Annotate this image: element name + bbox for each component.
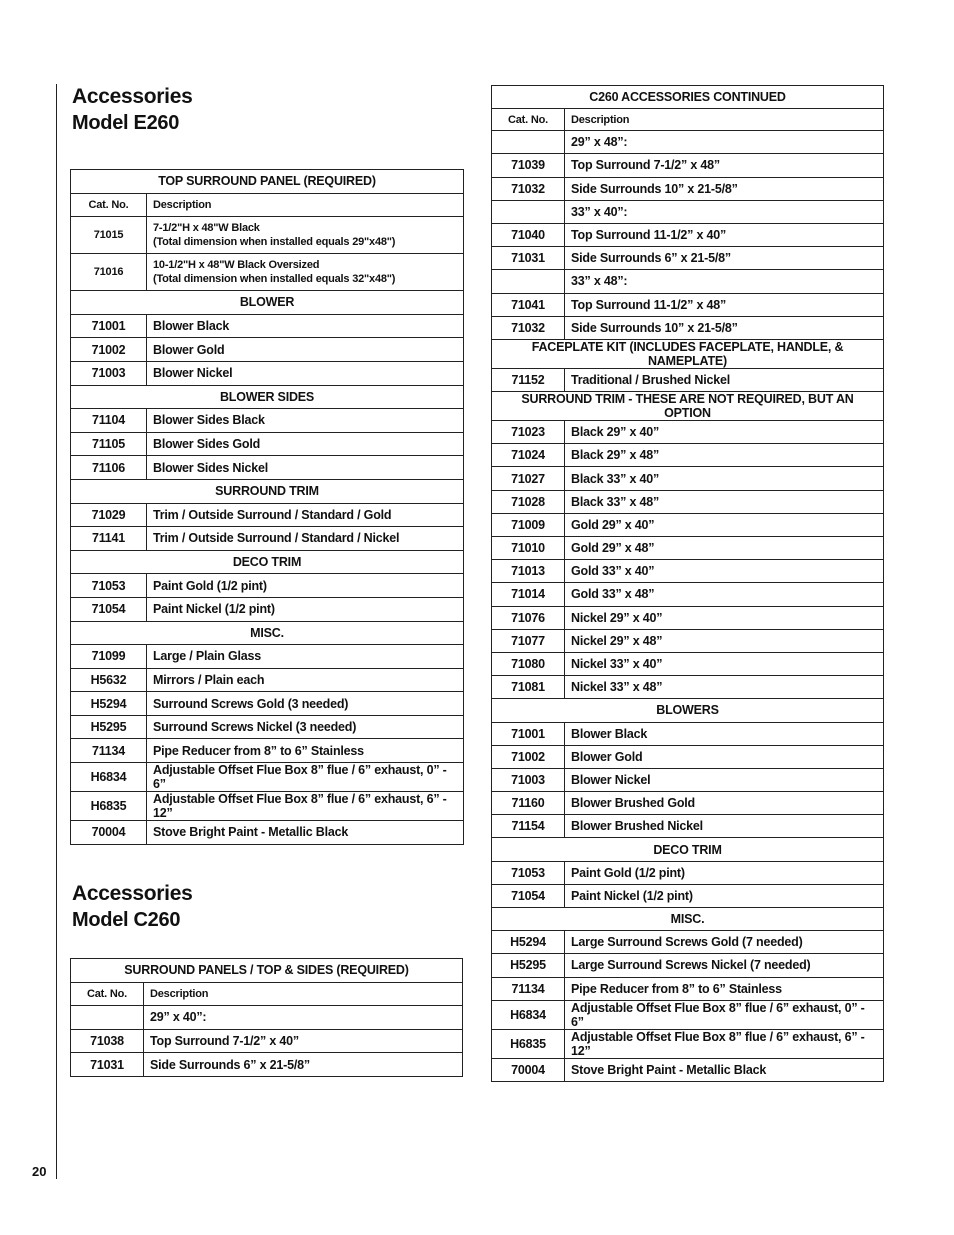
description-line: 7-1/2"H x 48"W Black xyxy=(153,222,260,235)
description: Gold 33” x 40” xyxy=(565,560,884,583)
description: Black 29” x 40” xyxy=(565,421,884,444)
top-surround-header-row xyxy=(71,170,464,194)
section-header-row xyxy=(71,550,464,574)
cat-no: 71054 xyxy=(71,597,147,621)
cat-no: 71013 xyxy=(492,560,565,583)
description-header: Description xyxy=(147,193,464,217)
description: Paint Nickel (1/2 pint) xyxy=(565,884,884,907)
cat-no: H5295 xyxy=(492,954,565,977)
cat-no: 71152 xyxy=(492,368,565,391)
table-row xyxy=(492,316,884,339)
table-row xyxy=(71,821,464,845)
table-row xyxy=(492,177,884,200)
section-header: BLOWER SIDES xyxy=(71,385,464,409)
description: Blower Black xyxy=(565,722,884,745)
cat-no: 71003 xyxy=(492,768,565,791)
description: Trim / Outside Surround / Standard / Gold xyxy=(147,503,464,527)
description: Large / Plain Glass xyxy=(147,645,464,669)
cat-no xyxy=(492,200,565,223)
description-note: (Total dimension when installed equals 32"x48") xyxy=(153,273,396,286)
section-header-row xyxy=(71,479,464,503)
cat-no xyxy=(71,1006,144,1030)
description: Adjustable Offset Flue Box 8” flue / 6” exhaust, 6” - 12” xyxy=(565,1029,884,1058)
cat-no: 71028 xyxy=(492,490,565,513)
cat-no: H6834 xyxy=(492,1000,565,1029)
table-row xyxy=(71,792,464,821)
c260-heading xyxy=(72,881,192,933)
description-note: (Total dimension when installed equals 29"x48") xyxy=(153,236,396,249)
description: Surround Screws Nickel (3 needed) xyxy=(147,715,464,739)
description: Blower Nickel xyxy=(147,361,464,385)
table-row xyxy=(492,467,884,490)
cat-no: 71141 xyxy=(71,527,147,551)
section-header: MISC. xyxy=(492,908,884,931)
cat-no: 71001 xyxy=(71,314,147,338)
cat-no: 70004 xyxy=(71,821,147,845)
description: Nickel 29” x 48” xyxy=(565,629,884,652)
description: Surround Screws Gold (3 needed) xyxy=(147,692,464,716)
description: Blower Gold xyxy=(147,338,464,362)
cat-no: H6835 xyxy=(71,792,147,821)
description: Paint Nickel (1/2 pint) xyxy=(147,597,464,621)
table-row xyxy=(492,223,884,246)
section-header: BLOWER xyxy=(71,291,464,315)
table-row xyxy=(71,763,464,792)
table-row xyxy=(492,1058,884,1081)
table-row xyxy=(492,131,884,154)
table-row xyxy=(492,154,884,177)
description: Top Surround 11-1/2” x 40” xyxy=(565,223,884,246)
cat-no: 71029 xyxy=(71,503,147,527)
table-row xyxy=(492,861,884,884)
description: Stove Bright Paint - Metallic Black xyxy=(147,821,464,845)
table-row xyxy=(71,217,464,254)
table-row xyxy=(492,293,884,316)
cat-no: 71040 xyxy=(492,223,565,246)
section-header: SURROUND PANELS / TOP & SIDES (REQUIRED) xyxy=(71,959,463,983)
table-row xyxy=(492,652,884,675)
table-row xyxy=(71,409,464,433)
description: Side Surrounds 10” x 21-5/8” xyxy=(565,316,884,339)
cat-no: 71080 xyxy=(492,652,565,675)
cat-no: 71002 xyxy=(71,338,147,362)
description xyxy=(147,217,464,254)
description: 33” x 40”: xyxy=(565,200,884,223)
section-header-row xyxy=(71,291,464,315)
description: Side Surrounds 6” x 21-5/8” xyxy=(144,1053,463,1077)
table-row xyxy=(492,368,884,391)
table-row xyxy=(492,270,884,293)
cat-no xyxy=(492,270,565,293)
cat-no: 71023 xyxy=(492,421,565,444)
cat-no: 71031 xyxy=(71,1053,144,1077)
e260-title: Accessories xyxy=(72,85,193,108)
table-row xyxy=(71,692,464,716)
table-row xyxy=(71,1006,463,1030)
section-header: BLOWERS xyxy=(492,699,884,722)
table-row xyxy=(71,432,464,456)
table-row xyxy=(492,722,884,745)
section-header: TOP SURROUND PANEL (REQUIRED) xyxy=(71,170,464,194)
panels-header-row xyxy=(71,959,463,983)
cat-no: 71076 xyxy=(492,606,565,629)
section-header: SURROUND TRIM - THESE ARE NOT REQUIRED, BUT AN OPTION xyxy=(492,392,884,421)
description: Paint Gold (1/2 pint) xyxy=(565,861,884,884)
table-row xyxy=(492,1029,884,1058)
table-row xyxy=(492,421,884,444)
description: Blower Sides Nickel xyxy=(147,456,464,480)
description: Blower Gold xyxy=(565,745,884,768)
table-row xyxy=(492,629,884,652)
cat-no: 71106 xyxy=(71,456,147,480)
table-row xyxy=(71,503,464,527)
e260-model: Model E260 xyxy=(72,112,180,134)
cat-no: 71104 xyxy=(71,409,147,433)
c260-panels-table xyxy=(70,958,463,1077)
description: Nickel 33” x 48” xyxy=(565,676,884,699)
section-header-row xyxy=(492,838,884,861)
description: Adjustable Offset Flue Box 8” flue / 6” exhaust, 0” - 6” xyxy=(147,763,464,792)
description: Top Surround 7-1/2” x 48” xyxy=(565,154,884,177)
table-row xyxy=(492,247,884,270)
table-row xyxy=(492,490,884,513)
cat-no: 71010 xyxy=(492,537,565,560)
section-header-row xyxy=(492,339,884,368)
cat-no-header: Cat. No. xyxy=(71,193,147,217)
table-row xyxy=(71,739,464,763)
cat-no: H5632 xyxy=(71,668,147,692)
column-header-row xyxy=(492,109,884,131)
e260-accessories-table xyxy=(70,169,464,845)
table-row xyxy=(492,1000,884,1029)
description: Gold 33” x 48” xyxy=(565,583,884,606)
c260-continued-table xyxy=(491,85,884,1082)
cat-no: 71031 xyxy=(492,247,565,270)
description: Large Surround Screws Nickel (7 needed) xyxy=(565,954,884,977)
table-row xyxy=(492,815,884,838)
description: Blower Black xyxy=(147,314,464,338)
description: Blower Sides Gold xyxy=(147,432,464,456)
description: Blower Brushed Nickel xyxy=(565,815,884,838)
cat-no: 71054 xyxy=(492,884,565,907)
description: Adjustable Offset Flue Box 8” flue / 6” exhaust, 6” - 12” xyxy=(147,792,464,821)
cat-no: 71105 xyxy=(71,432,147,456)
cat-no: 71160 xyxy=(492,792,565,815)
description: Nickel 33” x 40” xyxy=(565,652,884,675)
description: Adjustable Offset Flue Box 8” flue / 6” exhaust, 0” - 6” xyxy=(565,1000,884,1029)
table-row xyxy=(492,792,884,815)
c260-model: Model C260 xyxy=(72,909,181,931)
section-header-row xyxy=(492,392,884,421)
table-row xyxy=(71,254,464,291)
table-row xyxy=(492,513,884,536)
cat-no-header: Cat. No. xyxy=(492,109,565,131)
cat-no xyxy=(492,131,565,154)
cat-no: 71099 xyxy=(71,645,147,669)
description: Black 33” x 40” xyxy=(565,467,884,490)
description: Mirrors / Plain each xyxy=(147,668,464,692)
cat-no: 71009 xyxy=(492,513,565,536)
cat-no: 71039 xyxy=(492,154,565,177)
column-header-row xyxy=(71,193,464,217)
section-header: C260 ACCESSORIES CONTINUED xyxy=(492,86,884,109)
cat-no: 71001 xyxy=(492,722,565,745)
description: Side Surrounds 10” x 21-5/8” xyxy=(565,177,884,200)
cat-no: H6834 xyxy=(71,763,147,792)
section-header-row xyxy=(71,385,464,409)
table-row xyxy=(71,456,464,480)
table-row xyxy=(492,884,884,907)
description: Gold 29” x 40” xyxy=(565,513,884,536)
description: Top Surround 7-1/2” x 40” xyxy=(144,1029,463,1053)
cat-no: 71053 xyxy=(492,861,565,884)
cat-no: 71024 xyxy=(492,444,565,467)
description: Blower Brushed Gold xyxy=(565,792,884,815)
description: Black 33” x 48” xyxy=(565,490,884,513)
table-row xyxy=(492,560,884,583)
table-row xyxy=(71,527,464,551)
description: Nickel 29” x 40” xyxy=(565,606,884,629)
description: Trim / Outside Surround / Standard / Nickel xyxy=(147,527,464,551)
cat-no: 71016 xyxy=(71,254,147,291)
table-row xyxy=(492,200,884,223)
table-row xyxy=(71,597,464,621)
cat-no: 71032 xyxy=(492,316,565,339)
description: 29” x 40”: xyxy=(144,1006,463,1030)
table-row xyxy=(71,338,464,362)
table-row xyxy=(71,645,464,669)
table-row xyxy=(492,954,884,977)
description: Stove Bright Paint - Metallic Black xyxy=(565,1058,884,1081)
cat-no: H5294 xyxy=(71,692,147,716)
table-row xyxy=(492,606,884,629)
description: Traditional / Brushed Nickel xyxy=(565,368,884,391)
section-header: FACEPLATE KIT (INCLUDES FACEPLATE, HANDLE, & NAMEPLATE) xyxy=(492,339,884,368)
description: 29” x 48”: xyxy=(565,131,884,154)
cat-no: H5294 xyxy=(492,931,565,954)
table-row xyxy=(71,361,464,385)
cat-no: H6835 xyxy=(492,1029,565,1058)
table-row xyxy=(492,931,884,954)
cat-no: 71154 xyxy=(492,815,565,838)
description-header: Description xyxy=(565,109,884,131)
section-header: SURROUND TRIM xyxy=(71,479,464,503)
table-row xyxy=(492,745,884,768)
e260-heading xyxy=(72,84,192,136)
table-row xyxy=(492,444,884,467)
cat-no: 71002 xyxy=(492,745,565,768)
description: Black 29” x 48” xyxy=(565,444,884,467)
cat-no: 71032 xyxy=(492,177,565,200)
description-line: 10-1/2"H x 48"W Black Oversized xyxy=(153,259,320,272)
table-row xyxy=(492,676,884,699)
section-header: DECO TRIM xyxy=(492,838,884,861)
cat-no: 71077 xyxy=(492,629,565,652)
cat-no: 71053 xyxy=(71,574,147,598)
description: Blower Sides Black xyxy=(147,409,464,433)
cat-no: 71014 xyxy=(492,583,565,606)
cat-no: 71081 xyxy=(492,676,565,699)
table-row xyxy=(492,583,884,606)
cat-no: 71038 xyxy=(71,1029,144,1053)
cat-no: 71134 xyxy=(71,739,147,763)
cat-no: 71003 xyxy=(71,361,147,385)
description: Pipe Reducer from 8” to 6” Stainless xyxy=(565,977,884,1000)
description: Pipe Reducer from 8” to 6” Stainless xyxy=(147,739,464,763)
section-header: MISC. xyxy=(71,621,464,645)
table-row xyxy=(71,314,464,338)
column-header-row xyxy=(71,982,463,1006)
table-row xyxy=(492,977,884,1000)
table-row xyxy=(71,668,464,692)
section-header: DECO TRIM xyxy=(71,550,464,574)
section-header-row xyxy=(71,621,464,645)
description: Side Surrounds 6” x 21-5/8” xyxy=(565,247,884,270)
cat-no: 70004 xyxy=(492,1058,565,1081)
description: Large Surround Screws Gold (7 needed) xyxy=(565,931,884,954)
margin-rule xyxy=(56,84,57,1179)
description xyxy=(147,254,464,291)
table-row xyxy=(71,1053,463,1077)
c260-title: Accessories xyxy=(72,882,193,905)
cat-no-header: Cat. No. xyxy=(71,982,144,1006)
page-number: 20 xyxy=(32,1164,47,1179)
section-header-row xyxy=(492,699,884,722)
table-row xyxy=(71,715,464,739)
table-row xyxy=(492,537,884,560)
cat-no: 71015 xyxy=(71,217,147,254)
table-row xyxy=(71,574,464,598)
cat-no: H5295 xyxy=(71,715,147,739)
section-header-row xyxy=(492,908,884,931)
description: Top Surround 11-1/2” x 48” xyxy=(565,293,884,316)
table-row xyxy=(71,1029,463,1053)
cat-no: 71134 xyxy=(492,977,565,1000)
description: Blower Nickel xyxy=(565,768,884,791)
description-header: Description xyxy=(144,982,463,1006)
description: Gold 29” x 48” xyxy=(565,537,884,560)
cat-no: 71041 xyxy=(492,293,565,316)
cat-no: 71027 xyxy=(492,467,565,490)
table-row xyxy=(492,768,884,791)
continued-header-row xyxy=(492,86,884,109)
description: 33” x 48”: xyxy=(565,270,884,293)
description: Paint Gold (1/2 pint) xyxy=(147,574,464,598)
